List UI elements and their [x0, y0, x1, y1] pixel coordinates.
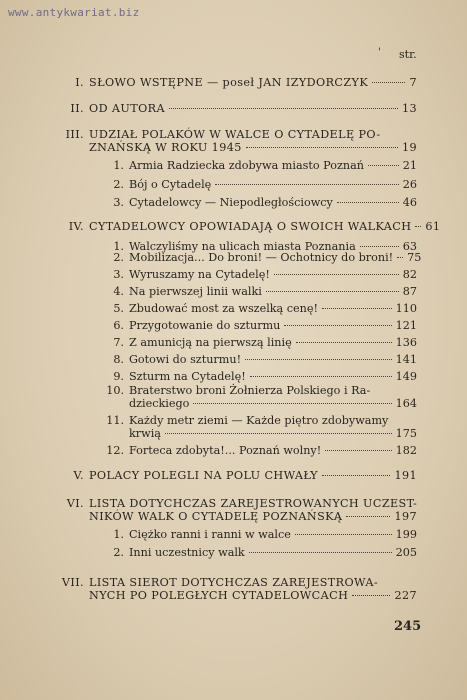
- toc-subentry: [102, 251, 422, 264]
- entry-page-number: 136: [395, 336, 417, 349]
- entry-page-number: 141: [395, 353, 417, 366]
- dot-leader: [250, 376, 392, 377]
- entry-number: 12.: [106, 444, 124, 457]
- toc-subentry: [102, 196, 417, 209]
- dot-leader: [325, 450, 391, 451]
- entry-page-number: 110: [395, 302, 417, 315]
- dot-leader: [322, 475, 390, 476]
- entry-title: LISTA SIEROT DOTYCHCZAS ZAREJESTROWA-: [89, 576, 379, 589]
- dot-leader: [360, 246, 399, 247]
- entry-title: dzieckiego: [129, 397, 190, 410]
- entry-number: 8.: [113, 353, 124, 366]
- entry-title: Mobilizacja... Do broni! — Ochotnicy do broni!: [129, 251, 394, 264]
- dot-leader: [295, 534, 392, 535]
- toc-entry: [60, 469, 417, 482]
- entry-title: Na pierwszej linii walki: [129, 285, 262, 298]
- entry-title: Gotowi do szturmu!: [129, 353, 242, 366]
- entry-title: CYTADELOWCY OPOWIADAJĄ O SWOICH WALKACH: [89, 220, 412, 233]
- entry-number: VII.: [61, 576, 84, 589]
- toc-entry: [60, 497, 417, 523]
- entry-page-number: 63: [402, 240, 417, 253]
- dot-leader: [249, 552, 392, 553]
- entry-title: SŁOWO WSTĘPNE — poseł JAN IZYDORCZYK: [89, 76, 369, 89]
- entry-number: 3.: [113, 268, 124, 281]
- entry-number: III.: [65, 128, 84, 141]
- page-column-header: str.: [399, 48, 417, 61]
- entry-page-number: 197: [394, 510, 417, 523]
- entry-number: 7.: [113, 336, 124, 349]
- toc-subentry: [102, 336, 417, 349]
- entry-title: Armia Radziecka zdobywa miasto Poznań: [129, 159, 364, 172]
- entry-title: Każdy metr ziemi — Każde piętro zdobywamy: [129, 414, 389, 427]
- entry-title: Braterstwo broni Żołnierza Polskiego i Ra-: [129, 384, 371, 397]
- entry-number: 2.: [113, 251, 124, 264]
- page-number: 245: [394, 619, 422, 634]
- dot-leader: [193, 403, 391, 404]
- entry-number: 1.: [113, 528, 124, 541]
- toc-entry: [60, 128, 417, 154]
- dot-leader: [165, 433, 392, 434]
- margin-mark: ': [378, 47, 381, 58]
- toc-subentry: [102, 414, 417, 440]
- entry-title: Bój o Cytadelę: [129, 178, 212, 191]
- dot-leader: [169, 108, 398, 109]
- toc-subentry: [102, 444, 417, 457]
- entry-title: Ciężko ranni i ranni w walce: [129, 528, 291, 541]
- entry-number: 2.: [113, 546, 124, 559]
- entry-title: OD AUTORA: [89, 102, 165, 115]
- dot-leader: [274, 274, 399, 275]
- dot-leader: [415, 226, 421, 227]
- toc-subentry: [102, 302, 417, 315]
- toc-subentry: [102, 370, 417, 383]
- entry-number: 5.: [113, 302, 124, 315]
- toc-subentry: [102, 319, 417, 332]
- toc-entry: [60, 220, 441, 233]
- entry-number: 9.: [113, 370, 124, 383]
- dot-leader: [245, 359, 392, 360]
- entry-number: 4.: [113, 285, 124, 298]
- entry-title: Inni uczestnicy walk: [129, 546, 245, 559]
- entry-page-number: 149: [395, 370, 417, 383]
- entry-title: Walczyliśmy na ulicach miasta Poznania: [129, 240, 356, 253]
- dot-leader: [368, 165, 399, 166]
- toc-subentry: [102, 285, 417, 298]
- entry-number: V.: [73, 469, 84, 482]
- entry-number: 1.: [113, 240, 124, 253]
- entry-title: krwią: [129, 427, 161, 440]
- entry-title: UDZIAŁ POLAKÓW W WALCE O CYTADELĘ PO-: [89, 128, 381, 141]
- entry-title: LISTA DOTYCHCZAS ZAREJESTROWANYCH UCZEST-: [89, 497, 418, 510]
- entry-page-number: 191: [394, 469, 417, 482]
- dot-leader: [266, 291, 399, 292]
- toc-subentry: [102, 178, 417, 191]
- toc-entry: [60, 102, 417, 115]
- watermark: www.antykwariat.biz: [8, 6, 140, 19]
- entry-title: Zbudować most za wszelką cenę!: [129, 302, 318, 315]
- entry-page-number: 21: [402, 159, 417, 172]
- dot-leader: [284, 325, 391, 326]
- entry-number: I.: [75, 76, 84, 89]
- entry-page-number: 46: [402, 196, 417, 209]
- entry-number: 10.: [106, 384, 124, 397]
- entry-number: VI.: [66, 497, 84, 510]
- entry-title: Wyruszamy na Cytadelę!: [129, 268, 270, 281]
- entry-page-number: 121: [395, 319, 417, 332]
- entry-title: POLACY POLEGLI NA POLU CHWAŁY: [89, 469, 318, 482]
- entry-number: II.: [70, 102, 84, 115]
- dot-leader: [346, 516, 390, 517]
- entry-title: Przygotowanie do szturmu: [129, 319, 281, 332]
- toc-subentry: [102, 159, 417, 172]
- toc-subentry: [102, 546, 417, 559]
- entry-page-number: 61: [425, 220, 441, 233]
- toc-subentry: [102, 528, 417, 541]
- entry-page-number: 175: [395, 427, 417, 440]
- entry-page-number: 26: [402, 178, 417, 191]
- dot-leader: [337, 202, 399, 203]
- toc-subentry: [102, 353, 417, 366]
- dot-leader: [215, 184, 398, 185]
- entry-title: ZNAŃSKĄ W ROKU 1945: [89, 141, 242, 154]
- dot-leader: [322, 308, 392, 309]
- entry-number: IV.: [68, 220, 84, 233]
- entry-title: Forteca zdobyta!... Poznań wolny!: [129, 444, 322, 457]
- entry-number: 11.: [106, 414, 124, 427]
- toc-subentry: [102, 268, 417, 281]
- entry-page-number: 75: [407, 251, 422, 264]
- entry-number: 1.: [113, 159, 124, 172]
- toc-entry: [60, 576, 417, 602]
- entry-page-number: 164: [395, 397, 417, 410]
- toc-entry: [60, 76, 417, 89]
- dot-leader: [372, 82, 405, 83]
- dot-leader: [352, 595, 390, 596]
- entry-title: Szturm na Cytadelę!: [129, 370, 246, 383]
- entry-title: Cytadelowcy — Niepodległościowcy: [129, 196, 333, 209]
- entry-number: 2.: [113, 178, 124, 191]
- entry-page-number: 205: [395, 546, 417, 559]
- entry-page-number: 87: [402, 285, 417, 298]
- entry-number: 6.: [113, 319, 124, 332]
- dot-leader: [296, 342, 392, 343]
- entry-title: Z amunicją na pierwszą linię: [129, 336, 292, 349]
- entry-title: NIKÓW WALK O CYTADELĘ POZNAŃSKĄ: [89, 510, 343, 523]
- entry-page-number: 182: [395, 444, 417, 457]
- entry-page-number: 19: [401, 141, 417, 154]
- entry-page-number: 199: [395, 528, 417, 541]
- entry-number: 3.: [113, 196, 124, 209]
- entry-page-number: 7: [409, 76, 417, 89]
- entry-page-number: 13: [401, 102, 417, 115]
- entry-page-number: 227: [394, 589, 417, 602]
- toc-subentry: [102, 384, 417, 410]
- entry-page-number: 82: [402, 268, 417, 281]
- dot-leader: [246, 147, 398, 148]
- dot-leader: [397, 257, 403, 258]
- entry-title: NYCH PO POLEGŁYCH CYTADELOWCACH: [89, 589, 349, 602]
